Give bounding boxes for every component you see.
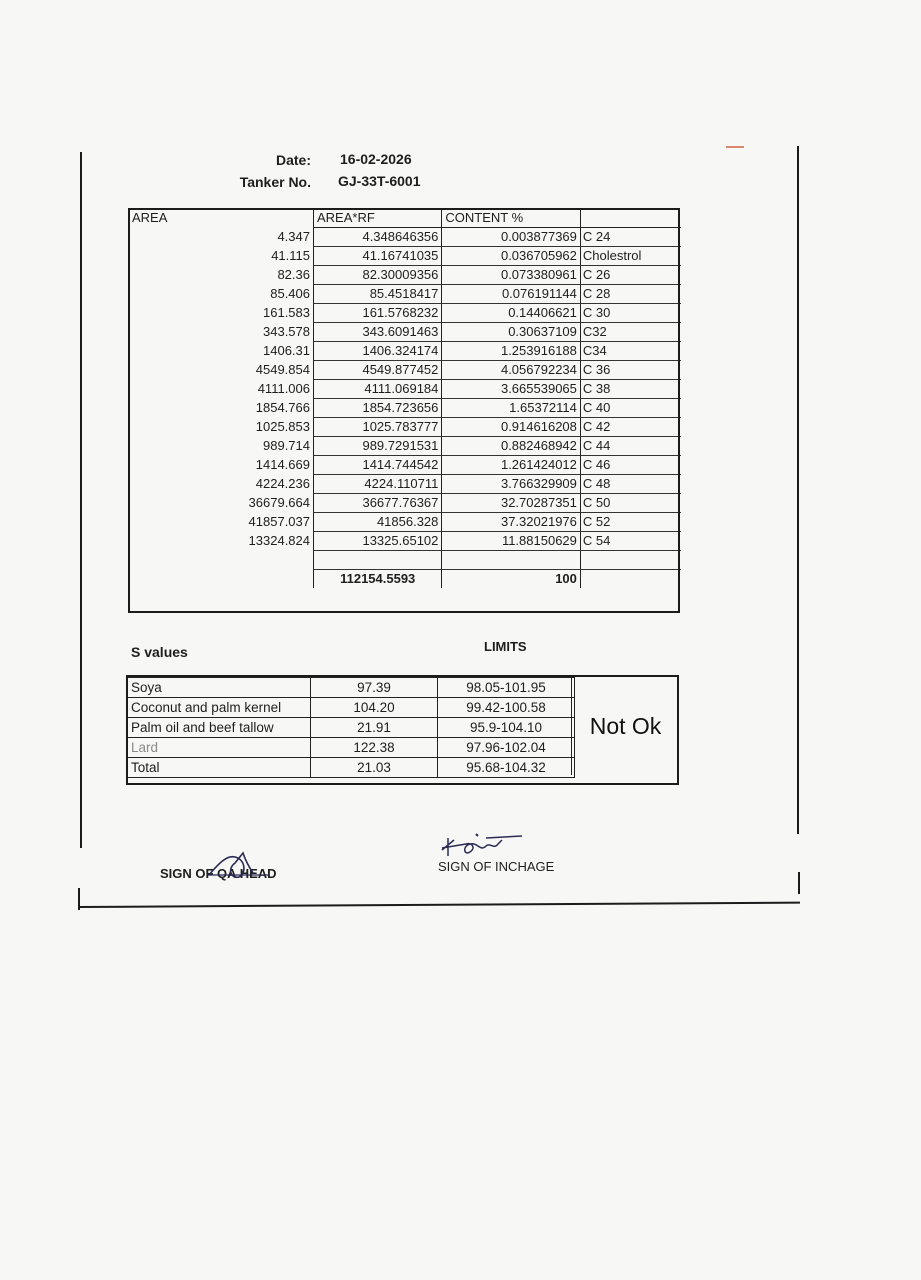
bottom-border-line	[78, 902, 800, 908]
cell-area-rf: 1025.783777	[314, 418, 442, 437]
cell-content-percent: 0.14406621	[442, 304, 581, 323]
cell-area-rf: 4.348646356	[314, 228, 442, 247]
s-values-title: S values	[131, 644, 188, 660]
header-component	[580, 209, 681, 228]
red-pen-mark	[726, 146, 744, 148]
cell-area: 4549.854	[129, 361, 314, 380]
analysis-table-row	[129, 361, 681, 380]
tanker-label: Tanker No.	[239, 174, 311, 190]
s-value-number: 21.03	[311, 758, 438, 778]
cell-blank	[314, 551, 442, 570]
cell-content-percent: 11.88150629	[442, 532, 581, 551]
cell-area-rf: 41.16741035	[314, 247, 442, 266]
cell-area-rf: 13325.65102	[314, 532, 442, 551]
analysis-table-row	[129, 342, 681, 361]
cell-component: C 36	[580, 361, 681, 380]
cell-area-rf: 4224.110711	[314, 475, 442, 494]
cell-area-rf: 1414.744542	[314, 456, 442, 475]
sign-incharge-label: SIGN OF INCHAGE	[438, 859, 555, 874]
s-value-limit: 95.68-104.32	[438, 758, 575, 778]
analysis-table-row	[129, 456, 681, 475]
cell-area: 1414.669	[129, 456, 314, 475]
cell-content-percent: 0.003877369	[442, 228, 581, 247]
analysis-table-row	[129, 399, 681, 418]
s-value-limit: 97.96-102.04	[438, 738, 575, 758]
s-values-table	[127, 677, 575, 778]
cell-content-percent: 0.882468942	[442, 437, 581, 456]
cell-area: 1025.853	[129, 418, 314, 437]
cell-content-percent: 37.32021976	[442, 513, 581, 532]
total-content: 100	[442, 570, 581, 589]
qa-head-signature	[205, 845, 275, 885]
cell-content-percent: 1.65372114	[442, 399, 581, 418]
analysis-table-row	[129, 437, 681, 456]
total-blank	[129, 570, 314, 589]
analysis-table-row	[129, 285, 681, 304]
header-area-rf: AREA*RF	[314, 209, 442, 228]
right-border-line	[797, 146, 799, 834]
cell-content-percent: 32.70287351	[442, 494, 581, 513]
cell-area: 36679.664	[129, 494, 314, 513]
s-value-name: Coconut and palm kernel	[128, 698, 311, 718]
s-values-row	[128, 718, 575, 738]
cell-area: 161.583	[129, 304, 314, 323]
cell-area: 82.36	[129, 266, 314, 285]
cell-area: 4224.236	[129, 475, 314, 494]
sign-qa-head-label: SIGN OF QA HEAD	[160, 866, 277, 881]
cell-component: C 44	[580, 437, 681, 456]
left-border-line	[80, 152, 82, 848]
cell-area: 4111.006	[129, 380, 314, 399]
cell-component: C34	[580, 342, 681, 361]
cell-content-percent: 0.30637109	[442, 323, 581, 342]
incharge-signature	[436, 830, 526, 866]
date-value: 16-02-2026	[340, 151, 412, 167]
s-value-number: 97.39	[311, 678, 438, 698]
limits-title: LIMITS	[484, 639, 527, 654]
result-box	[571, 677, 679, 775]
cell-component: C 30	[580, 304, 681, 323]
cell-component: C32	[580, 323, 681, 342]
cell-content-percent: 3.766329909	[442, 475, 581, 494]
s-value-name: Lard	[128, 738, 311, 758]
cell-area-rf: 4111.069184	[314, 380, 442, 399]
cell-component: C 42	[580, 418, 681, 437]
cell-area: 41857.037	[129, 513, 314, 532]
cell-blank	[442, 551, 581, 570]
cell-component: C 40	[580, 399, 681, 418]
s-values-row	[128, 678, 575, 698]
cell-area: 343.578	[129, 323, 314, 342]
cell-area-rf: 36677.76367	[314, 494, 442, 513]
cell-component: Cholestrol	[580, 247, 681, 266]
analysis-table-row	[129, 266, 681, 285]
cell-component: C 52	[580, 513, 681, 532]
s-values-row	[128, 738, 575, 758]
analysis-table	[129, 209, 681, 588]
analysis-table-row	[129, 494, 681, 513]
analysis-table-row	[129, 418, 681, 437]
cell-area-rf: 82.30009356	[314, 266, 442, 285]
s-value-number: 21.91	[311, 718, 438, 738]
cell-content-percent: 1.253916188	[442, 342, 581, 361]
cell-content-percent: 1.261424012	[442, 456, 581, 475]
cell-area-rf: 41856.328	[314, 513, 442, 532]
analysis-table-blank-row	[129, 551, 681, 570]
s-values-row	[128, 758, 575, 778]
result-text: Not Ok	[589, 712, 662, 739]
analysis-table-row	[129, 475, 681, 494]
analysis-table-row	[129, 513, 681, 532]
cell-area-rf: 343.6091463	[314, 323, 442, 342]
analysis-table-row	[129, 323, 681, 342]
total-area-rf: 112154.5593	[314, 570, 442, 589]
cell-area: 1406.31	[129, 342, 314, 361]
cell-component: C 28	[580, 285, 681, 304]
cell-area-rf: 4549.877452	[314, 361, 442, 380]
cell-component: C 38	[580, 380, 681, 399]
cell-area-rf: 1406.324174	[314, 342, 442, 361]
cell-blank	[580, 551, 681, 570]
s-value-limit: 95.9-104.10	[438, 718, 575, 738]
total-blank	[580, 570, 681, 589]
analysis-table-row	[129, 228, 681, 247]
cell-component: C 48	[580, 475, 681, 494]
tanker-value: GJ-33T-6001	[338, 173, 421, 189]
s-value-limit: 99.42-100.58	[438, 698, 575, 718]
cell-content-percent: 0.914616208	[442, 418, 581, 437]
cell-area: 1854.766	[129, 399, 314, 418]
s-value-number: 122.38	[311, 738, 438, 758]
analysis-table-row	[129, 532, 681, 551]
s-value-name: Total	[128, 758, 311, 778]
analysis-table-row	[129, 247, 681, 266]
cell-area: 4.347	[129, 228, 314, 247]
cell-content-percent: 0.073380961	[442, 266, 581, 285]
cell-component: C 50	[580, 494, 681, 513]
cell-content-percent: 0.036705962	[442, 247, 581, 266]
s-value-name: Palm oil and beef tallow	[128, 718, 311, 738]
analysis-table-row	[129, 380, 681, 399]
cell-content-percent: 0.076191144	[442, 285, 581, 304]
cell-area: 85.406	[129, 285, 314, 304]
cell-area: 41.115	[129, 247, 314, 266]
s-value-number: 104.20	[311, 698, 438, 718]
s-value-name: Soya	[128, 678, 311, 698]
cell-component: C 24	[580, 228, 681, 247]
analysis-table-header-row	[129, 209, 681, 228]
cell-area-rf: 1854.723656	[314, 399, 442, 418]
s-value-limit: 98.05-101.95	[438, 678, 575, 698]
date-label: Date:	[275, 152, 311, 168]
cell-content-percent: 4.056792234	[442, 361, 581, 380]
s-values-row	[128, 698, 575, 718]
right-border-line-lower	[798, 872, 800, 894]
cell-area: 13324.824	[129, 532, 314, 551]
cell-content-percent: 3.665539065	[442, 380, 581, 399]
cell-area-rf: 85.4518417	[314, 285, 442, 304]
cell-blank	[129, 551, 314, 570]
analysis-table-row	[129, 304, 681, 323]
cell-area: 989.714	[129, 437, 314, 456]
cell-component: C 26	[580, 266, 681, 285]
header-content-percent: CONTENT %	[442, 209, 581, 228]
header-area: AREA	[129, 209, 314, 228]
analysis-table-total-row	[129, 570, 681, 589]
cell-component: C 46	[580, 456, 681, 475]
cell-area-rf: 989.7291531	[314, 437, 442, 456]
cell-component: C 54	[580, 532, 681, 551]
cell-area-rf: 161.5768232	[314, 304, 442, 323]
